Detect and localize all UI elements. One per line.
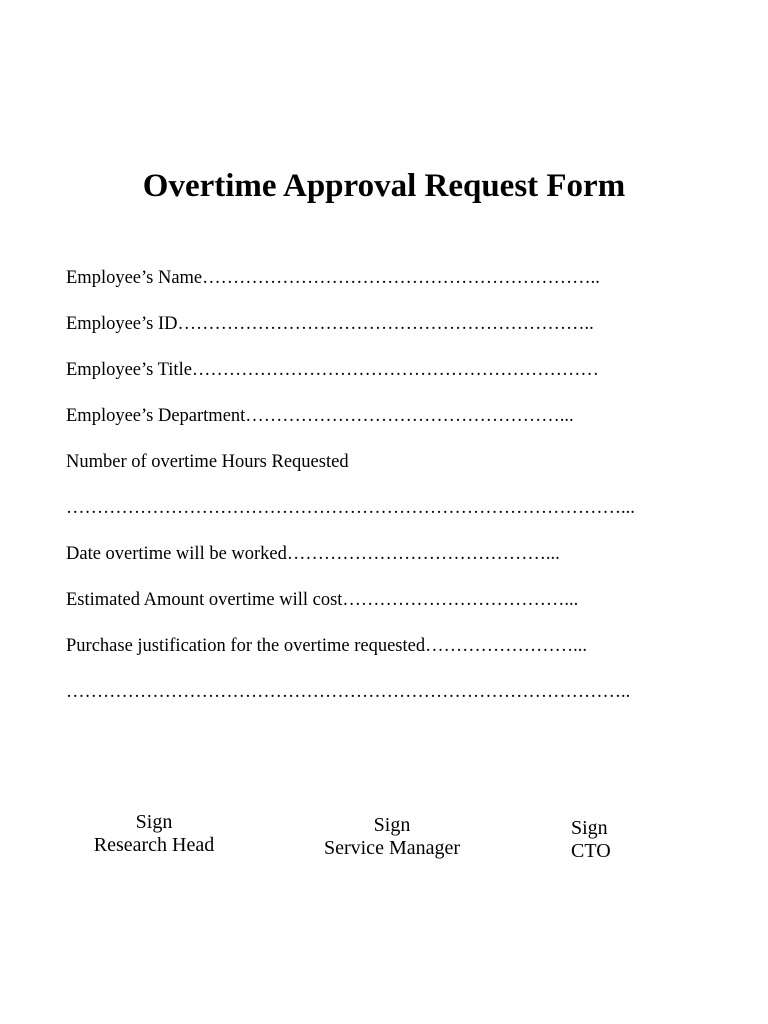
justification-continuation-field: ………………………………………………………………………………..: [66, 682, 631, 702]
sign-label: Sign: [373, 814, 411, 836]
signature-role: Service Manager: [323, 837, 461, 859]
sign-label: Sign: [571, 817, 608, 839]
sign-label: Sign: [135, 811, 173, 833]
employee-title-field: Employee’s Title…………………………………………………………: [66, 360, 599, 380]
overtime-hours-field: ………………………………………………………………………………...: [66, 498, 635, 518]
employee-name-field: Employee’s Name………………………………………………………..: [66, 268, 600, 288]
signature-service-manager: [302, 814, 482, 860]
employee-id-field: Employee’s ID…………………………………………………………..: [66, 314, 594, 334]
signature-cto: [571, 817, 661, 863]
signature-role: CTO: [571, 840, 611, 862]
employee-department-field: Employee’s Department……………………………………………...: [66, 406, 574, 426]
signature-role: Research Head: [93, 834, 215, 856]
overtime-date-field: Date overtime will be worked……………………………………...: [66, 544, 560, 564]
page-title: Overtime Approval Request Form: [142, 168, 626, 204]
estimated-cost-field: Estimated Amount overtime will cost………………………………...: [66, 590, 579, 610]
overtime-hours-label: Number of overtime Hours Requested: [66, 452, 349, 472]
justification-field: Purchase justification for the overtime requested……………………...: [66, 636, 587, 656]
signature-research-head: [78, 811, 230, 857]
